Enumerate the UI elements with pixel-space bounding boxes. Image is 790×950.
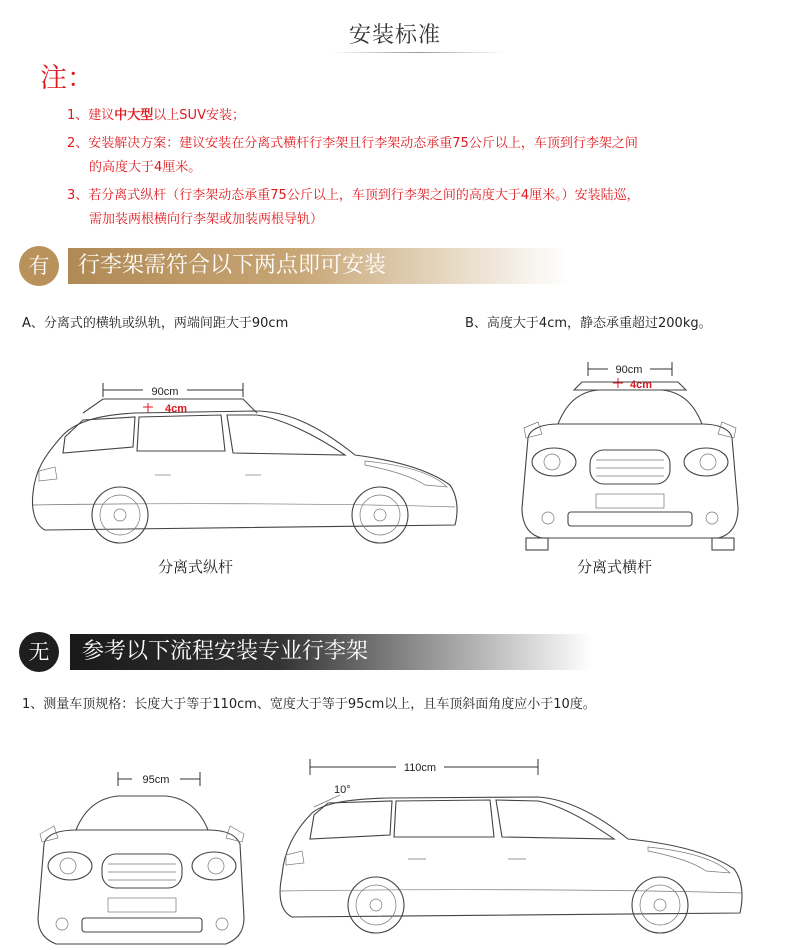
section1-title: 行李架需符合以下两点即可安装 (68, 248, 568, 284)
note-3-line-2: 需加装两根横向行李架或加装两根导轨） (89, 212, 324, 227)
front-car-crossbar-illustration (518, 358, 746, 553)
measure-angle-label: 10° (334, 784, 351, 796)
note-2-line-1: 2、安装解决方案：建议安装在分离式横杆行李架且行李架动态承重75公斤以上，车顶到行李架之间 (67, 136, 638, 151)
dim-width-label: 90cm (151, 386, 179, 398)
caption-right: 分离式横杆 (577, 558, 653, 576)
section2-title: 参考以下流程安装专业行李架 (70, 634, 592, 670)
caption-left: 分离式纵杆 (158, 558, 234, 576)
front-dim-height-label: 4cm (630, 379, 653, 391)
front-car-body (522, 424, 738, 538)
note-1-emphasis: 中大型 (114, 108, 154, 123)
page-title: 安装标准 (348, 23, 441, 48)
side-car-measure-illustration (268, 755, 758, 945)
measure-length-label: 110cm (403, 762, 437, 774)
title-underline (330, 52, 505, 53)
car-body (33, 411, 458, 530)
note-3-line-1: 3、若分离式纵杆（行李架动态承重75公斤以上，车顶到行李架之间的高度大于4厘米。）安装陆巡， (67, 188, 640, 203)
section1-badge: 有 (19, 246, 59, 286)
section2-badge: 无 (19, 632, 59, 672)
side-car-longitudinal-illustration (25, 375, 470, 555)
front-car-measure-illustration (36, 768, 248, 946)
notes-label: 注： (40, 63, 94, 94)
note-2-line-2: 的高度大于4厘米。 (89, 160, 202, 175)
measure-width-label: 95cm (142, 774, 170, 786)
dim-height-label: 4cm (165, 403, 188, 415)
point-a: A、分离式的横轨或纵轨，两端间距大于90cm (22, 316, 289, 331)
front-dim-width-label: 90cm (615, 364, 643, 376)
step-1: 1、测量车顶规格：长度大于等于110cm、宽度大于等于95cm以上，且车顶斜面角度应小于10度。 (22, 697, 596, 712)
point-b: B、高度大于4cm，静态承重超过200kg。 (465, 316, 712, 331)
note-1 (67, 104, 245, 128)
note-1-prefix: 1、建议 (67, 108, 115, 123)
note-1-suffix: 以上SUV安装； (153, 108, 245, 123)
